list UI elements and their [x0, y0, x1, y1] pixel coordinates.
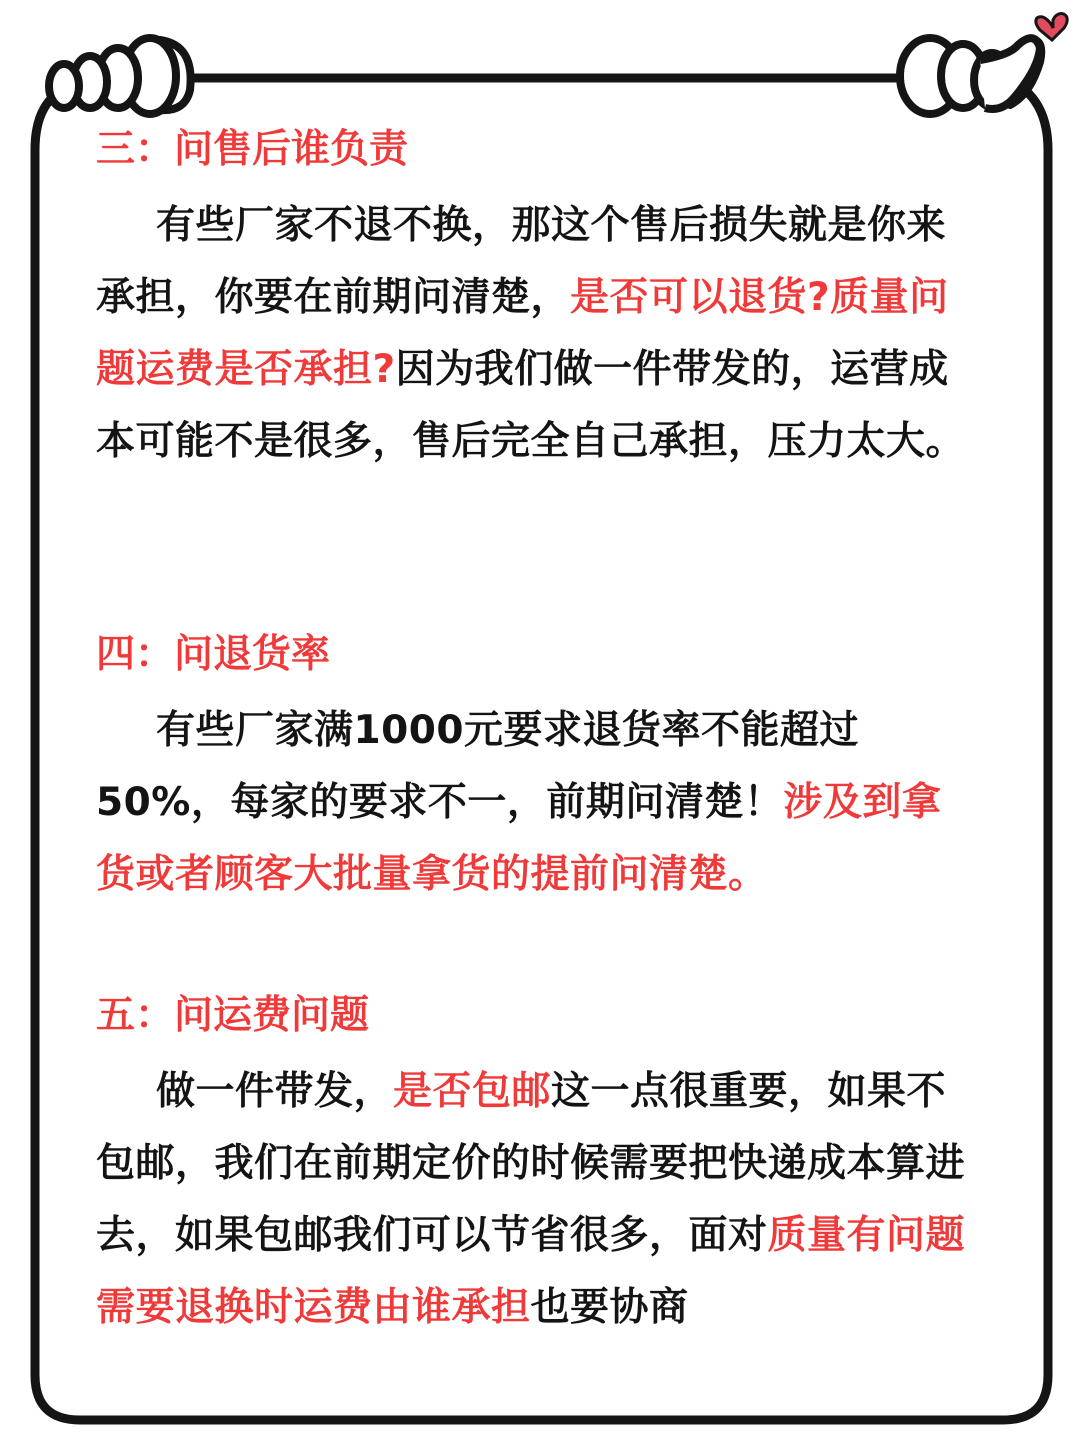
- highlight-run: 是否可以退货?质量问题运费是否承担?: [96, 275, 949, 392]
- section-heading: 三：问售后谁负责: [96, 127, 409, 172]
- highlight-run: 质量有问题需要退换时运费由谁承担: [96, 1213, 966, 1330]
- section-paragraph: [96, 695, 976, 911]
- highlight-run: 涉及到拿货或者顾客大批量拿货的提前问清楚。: [96, 780, 942, 897]
- text-run: 有些厂家不退不换，那这个售后损失就是你来承担，你要在前期问清楚，: [96, 203, 947, 320]
- heart-icon: [1036, 14, 1067, 40]
- section-heading: 五：问运费问题: [96, 993, 370, 1038]
- section-paragraph: [96, 190, 976, 478]
- text-run: 做一件带发，: [156, 1069, 394, 1114]
- right-hand-icon: [900, 38, 1041, 114]
- section-heading: 四：问退货率: [96, 632, 331, 677]
- section-aftersales: [96, 118, 976, 478]
- section-paragraph: [96, 1056, 976, 1344]
- text-run: 有些厂家满1000元要求退货率不能超过50%，每家的要求不一，前期问清楚！: [96, 708, 860, 825]
- text-run: 也要协商: [530, 1285, 689, 1330]
- section-shipping: [96, 984, 976, 1344]
- highlight-run: 是否包邮: [393, 1069, 552, 1114]
- left-hand-icon: [49, 38, 191, 114]
- text-run: 这一点很重要，如果不包邮，我们在前期定价的时候需要把快递成本算进去，如果包邮我们可以节省很多，面对: [96, 1069, 966, 1258]
- text-run: 因为我们做一件带发的，运营成本可能不是很多，售后完全自己承担，压力太大。: [96, 347, 966, 464]
- section-return-rate: [96, 623, 976, 911]
